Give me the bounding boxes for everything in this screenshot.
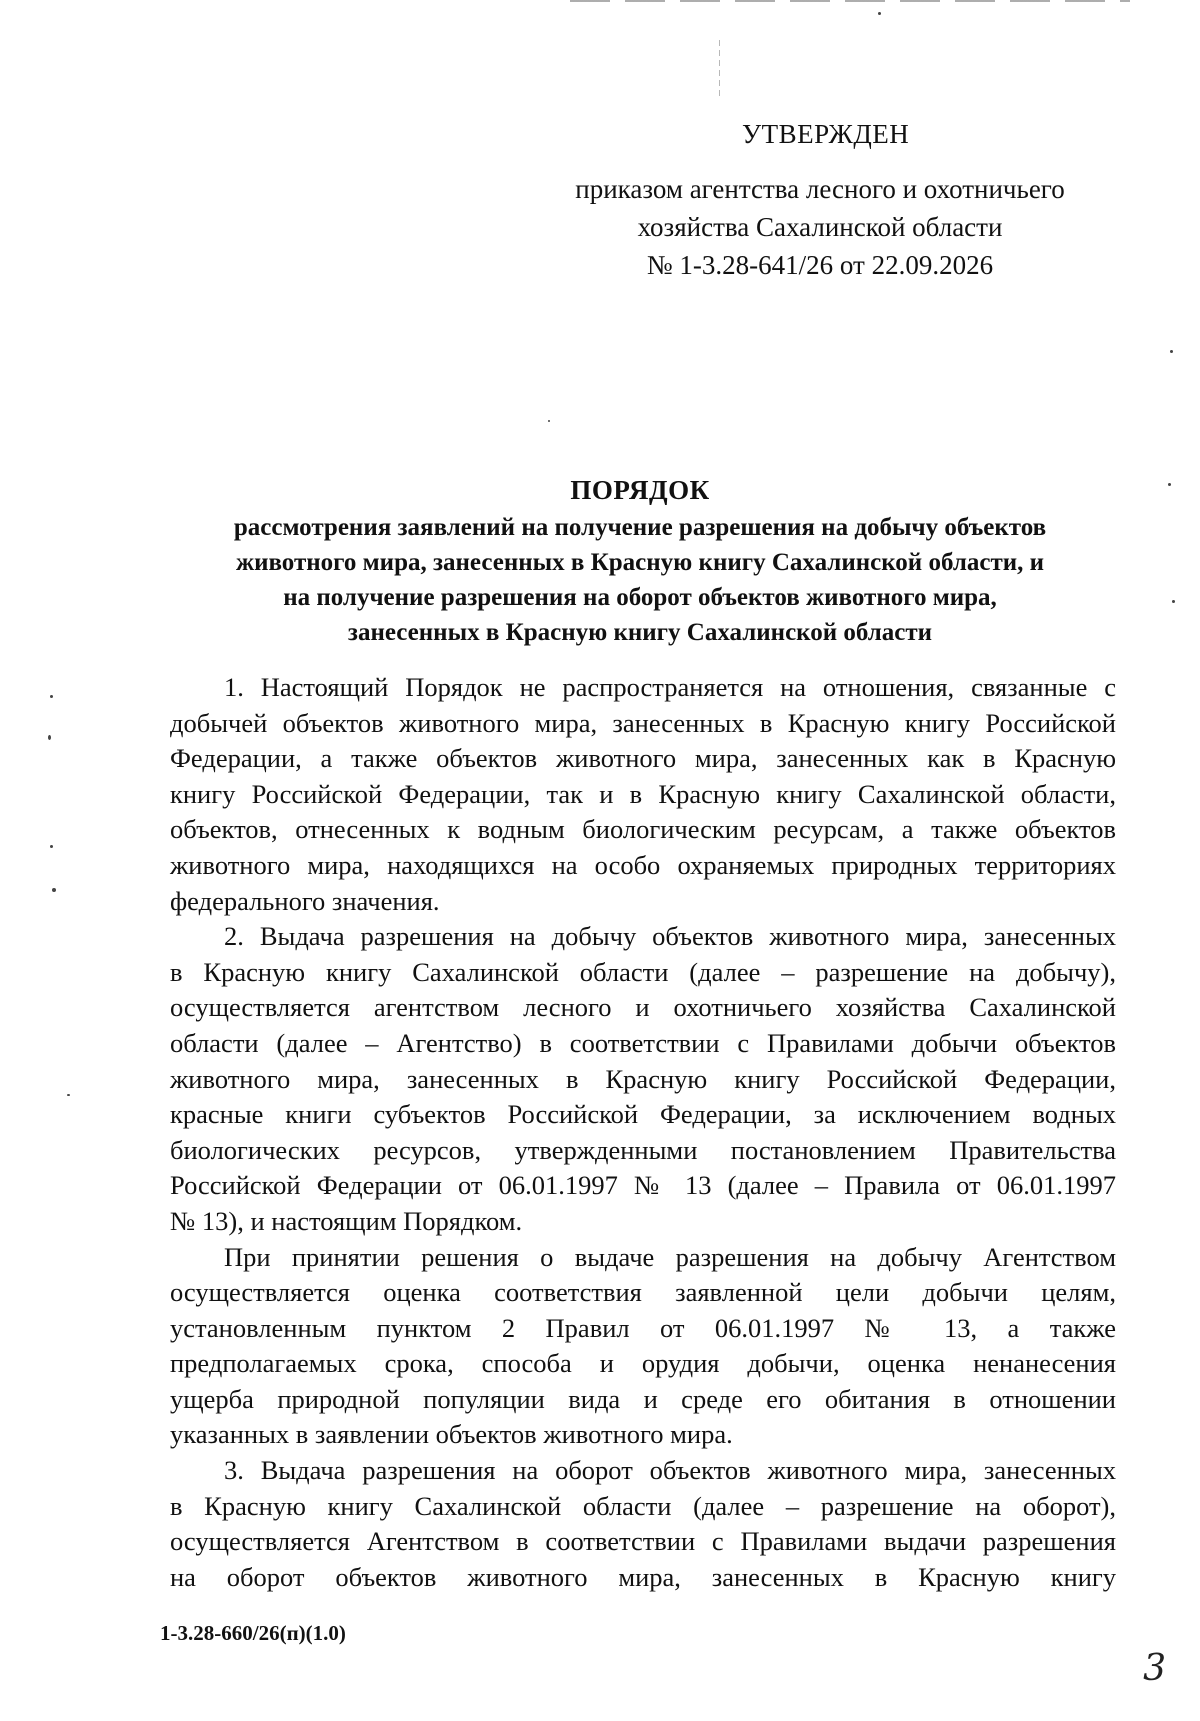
- scan-speck: [1170, 350, 1173, 353]
- document-subtitle: [160, 510, 1120, 650]
- body-line: области (далее – Агентство) в соответствии с Правилами добычи объектов: [170, 1027, 1116, 1058]
- scan-speck: [50, 845, 53, 848]
- body-line: осуществляется агентством лесного и охотничьего хозяйства Сахалинской: [170, 992, 1116, 1023]
- scan-speck: [1168, 483, 1171, 486]
- scan-top-rule: [570, 0, 1130, 2]
- body-line: в Красную книгу Сахалинской области (далее – разрешение на добычу),: [170, 956, 1116, 987]
- approval-order-line: № 1-3.28-641/26 от 22.09.2026: [646, 250, 994, 280]
- body-line: При принятии решения о выдаче разрешения на добычу Агентством: [224, 1241, 1116, 1272]
- subtitle-line: рассмотрения заявлений на получение разрешения на добычу объектов: [233, 514, 1047, 541]
- body-line: № 13), и настоящим Порядком.: [170, 1205, 523, 1236]
- body-line: федерального значения.: [170, 885, 440, 916]
- body-line: красные книги субъектов Российской Федерации, за исключением водных: [170, 1099, 1116, 1130]
- document-code: 1-3.28-660/26(п)(1.0): [160, 1621, 346, 1645]
- scan-speck: [50, 695, 53, 698]
- subtitle-line: на получение разрешения на оборот объектов животного мира,: [283, 584, 997, 611]
- subtitle-line: животного мира, занесенных в Красную книгу Сахалинской области, и: [235, 549, 1045, 576]
- document-title: ПОРЯДОК: [570, 475, 710, 505]
- scan-speck: [52, 888, 56, 892]
- scan-speck: [548, 420, 550, 422]
- body-line: осуществляется Агентством в соответствии с Правилами выдачи разрешения: [170, 1526, 1116, 1557]
- paragraph-1: [170, 670, 1116, 919]
- approval-stamp: УТВЕРЖДЕН: [742, 119, 910, 149]
- approval-order-line: хозяйства Сахалинской области: [637, 212, 1003, 242]
- body-line: установленным пунктом 2 Правил от 06.01.1997 № 13, а также: [170, 1312, 1116, 1343]
- body-line: книгу Российской Федерации, так и в Красную книгу Сахалинской области,: [170, 778, 1116, 809]
- body-line: животного мира, занесенных в Красную книгу Российской Федерации,: [170, 1063, 1116, 1094]
- body-line: в Красную книгу Сахалинской области (далее – разрешение на оборот),: [170, 1490, 1116, 1521]
- page-number: 3: [1143, 1648, 1166, 1689]
- paragraph-2-continued: [170, 1240, 1116, 1454]
- scan-speck: [67, 1094, 70, 1096]
- body-line: биологических ресурсов, утвержденными постановлением Правительства: [170, 1134, 1116, 1165]
- body-line: животного мира, находящихся на особо охраняемых природных территориях: [170, 849, 1116, 880]
- scan-speck: [878, 12, 881, 15]
- document-title-block: [160, 470, 1120, 650]
- paragraph-2: [170, 919, 1116, 1239]
- body-line: предполагаемых срока, способа и орудия добычи, оценка ненанесения: [170, 1348, 1116, 1379]
- body-line: добычей объектов животного мира, занесенных в Красную книгу Российской: [170, 707, 1116, 738]
- paragraph-3: [170, 1453, 1116, 1595]
- body-line: ущерба природной популяции вида и среде его обитания в отношении: [170, 1383, 1116, 1414]
- body-line: Федерации, а также объектов животного мира, занесенных как в Красную: [170, 743, 1116, 774]
- body-line: 3. Выдача разрешения на оборот объектов животного мира, занесенных: [224, 1455, 1116, 1486]
- body-line: 2. Выдача разрешения на добычу объектов животного мира, занесенных: [224, 921, 1116, 952]
- scan-speck: [1172, 600, 1175, 603]
- scan-speck: [48, 735, 51, 740]
- subtitle-line: занесенных в Красную книгу Сахалинской области: [347, 619, 933, 646]
- body-line: указанных в заявлении объектов животного мира.: [170, 1419, 733, 1450]
- scan-fold-line: [719, 40, 720, 100]
- body-line: 1. Настоящий Порядок не распространяется на отношения, связанные с: [224, 672, 1116, 702]
- body-line: на оборот объектов животного мира, занесенных в Красную книгу: [170, 1561, 1116, 1592]
- approval-order: [540, 170, 1100, 284]
- document-body: [170, 670, 1116, 1595]
- body-line: Российской Федерации от 06.01.1997 № 13 (далее – Правила от 06.01.1997: [170, 1170, 1116, 1201]
- approval-order-line: приказом агентства лесного и охотничьего: [575, 174, 1065, 204]
- body-line: осуществляется оценка соответствия заявленной цели добычи целям,: [170, 1277, 1116, 1308]
- body-line: объектов, отнесенных к водным биологическим ресурсам, а также объектов: [170, 814, 1116, 845]
